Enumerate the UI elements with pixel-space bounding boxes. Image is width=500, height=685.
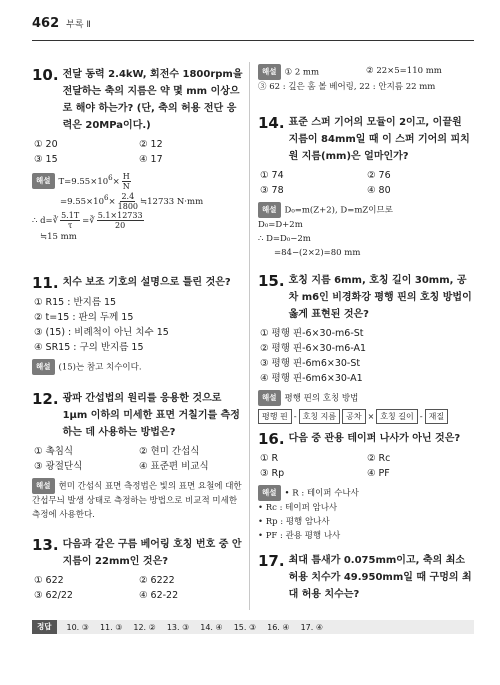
answer-16: 16. ④ bbox=[267, 622, 290, 632]
option-4: ④ PF bbox=[367, 468, 390, 479]
answer-17: 17. ④ bbox=[300, 622, 323, 632]
explanation-tag: 해설 bbox=[258, 202, 281, 218]
answer-13: 13. ③ bbox=[166, 622, 190, 632]
designation-diagram bbox=[258, 409, 474, 424]
option-1: ① R15 : 반지름 15 bbox=[34, 297, 117, 308]
explanation-item-1: ① 2 mm bbox=[284, 67, 320, 78]
question-number: 10. bbox=[32, 66, 59, 84]
question-number: 17. bbox=[258, 552, 285, 570]
explanation-tag: 해설 bbox=[258, 64, 281, 80]
designation-box: 공차 bbox=[342, 409, 365, 424]
explanation bbox=[258, 202, 474, 260]
question-text: 치수 보조 기호의 설명으로 틀린 것은? bbox=[62, 277, 231, 288]
formula-line-4: ≒15 mm bbox=[40, 231, 77, 242]
question-number: 12. bbox=[32, 390, 59, 408]
designation-box: 평행 핀 bbox=[258, 409, 292, 424]
fraction-numerator: 5.1×12733 bbox=[97, 210, 143, 220]
explanation bbox=[32, 359, 244, 375]
fraction-denominator: τ bbox=[67, 220, 73, 230]
explanation bbox=[32, 478, 244, 522]
question-text: 다음 중 관용 테이퍼 나사가 아닌 것은? bbox=[288, 433, 461, 444]
fraction bbox=[118, 192, 138, 211]
option-3: ③ 평행 핀-6m6×30-St bbox=[260, 358, 361, 369]
explanation-tag: 해설 bbox=[258, 390, 281, 406]
explanation-line-3: ∴ D=D₀−2m bbox=[258, 234, 311, 244]
question-text: 표준 스퍼 기어의 모듈이 2이고, 이끝원 지름이 84mm일 때 이 스퍼 기어의 피치원 지름(mm)은 얼마인가? bbox=[288, 117, 470, 162]
fraction-numerator: 5.1T bbox=[61, 210, 80, 220]
formula-exponent: 6 bbox=[104, 192, 109, 202]
formula-text: =9.55×10 bbox=[60, 196, 104, 207]
page-number: 462 bbox=[32, 16, 60, 31]
question-text: 호칭 지름 6mm, 호칭 길이 30mm, 공차 m6인 비경화강 평행 핀의 호칭 방법이 옳게 표현된 것은? bbox=[288, 275, 472, 320]
formula-text: × bbox=[112, 176, 120, 187]
question-number: 16. bbox=[258, 430, 285, 448]
option-2: ② 12 bbox=[139, 139, 163, 150]
designation-separator: - bbox=[419, 412, 423, 421]
question-12 bbox=[32, 390, 244, 522]
answer-14: 14. ④ bbox=[200, 622, 223, 632]
question-number: 15. bbox=[258, 272, 285, 290]
explanation-line-1: • R : 테이퍼 수나사 bbox=[284, 488, 359, 499]
designation-separator: × bbox=[367, 412, 375, 421]
option-2: ② 6222 bbox=[139, 575, 175, 586]
options bbox=[258, 451, 474, 481]
question-number: 13. bbox=[32, 536, 59, 554]
explanation-line-4: • PF : 관용 평행 나사 bbox=[258, 531, 341, 541]
formula-text: ≒12733 N·mm bbox=[140, 196, 204, 207]
explanation-item-2: ② 22×5=110 mm bbox=[366, 66, 442, 76]
formula-text: × bbox=[108, 196, 116, 207]
question-10 bbox=[32, 66, 244, 244]
formula-text: ∴ d=∛ bbox=[32, 215, 59, 226]
explanation-tag: 해설 bbox=[258, 485, 281, 501]
option-3: ③ (15) : 비례척이 아닌 치수 15 bbox=[34, 327, 169, 338]
fraction bbox=[60, 211, 80, 230]
question-number: 14. bbox=[258, 114, 285, 132]
designation-box: 호칭 길이 bbox=[376, 409, 417, 424]
option-1: ① R bbox=[260, 453, 279, 464]
explanation-item-3: ③ 62 : 깊은 홈 볼 베어링, 22 : 안지름 22 mm bbox=[258, 82, 436, 92]
question-17 bbox=[258, 552, 474, 603]
option-2: ② Rc bbox=[367, 453, 391, 464]
answer-key-label: 정답 bbox=[32, 620, 57, 634]
formula-line-2 bbox=[32, 191, 244, 211]
designation-box: 재질 bbox=[425, 409, 448, 424]
explanation-line-2: D₀=D+2m bbox=[258, 220, 303, 230]
explanation-text: (15)는 참고 치수이다. bbox=[58, 362, 142, 373]
explanation bbox=[258, 485, 474, 543]
options bbox=[32, 573, 244, 603]
options bbox=[32, 444, 244, 474]
explanation-line-4: =84−(2×2)=80 mm bbox=[274, 248, 361, 258]
designation-separator: - bbox=[293, 412, 297, 421]
question-11 bbox=[32, 274, 244, 375]
section-label: 부록 Ⅱ bbox=[66, 20, 91, 30]
question-text: 광파 간섭법의 원리를 응용한 것으로 1μm 이하의 미세한 표면 거칠기를 측정하는 데 사용하는 방법은? bbox=[62, 393, 240, 438]
option-3: ③ 62/22 bbox=[34, 590, 73, 601]
explanation-line-2: • Rc : 테이퍼 암나사 bbox=[258, 503, 338, 513]
option-1: ① 74 bbox=[260, 170, 284, 181]
explanation bbox=[258, 64, 474, 94]
explanation bbox=[258, 390, 474, 406]
question-text: 최대 틈새가 0.075mm이고, 축의 최소 허용 치수가 49.950mm일 때 구멍의 최대 허용 치수는? bbox=[288, 555, 472, 600]
designation-box: 호칭 지름 bbox=[299, 409, 340, 424]
option-3: ③ 15 bbox=[34, 154, 58, 165]
question-number: 11. bbox=[32, 274, 59, 292]
fraction-denominator: 1800 bbox=[117, 201, 138, 211]
option-1: ① 평행 핀-6×30-m6-St bbox=[260, 328, 364, 339]
formula-line-1 bbox=[32, 171, 244, 191]
option-4: ④ SR15 : 구의 반지름 15 bbox=[34, 342, 144, 353]
explanation-text: 평행 핀의 호칭 방법 bbox=[284, 393, 359, 404]
options bbox=[32, 137, 244, 167]
explanation bbox=[32, 171, 244, 244]
question-13-explanation bbox=[258, 64, 474, 94]
option-4: ④ 표준편 비교식 bbox=[139, 461, 209, 472]
option-4: ④ 62-22 bbox=[139, 590, 179, 601]
option-3: ③ 78 bbox=[260, 185, 284, 196]
explanation-tag: 해설 bbox=[32, 359, 55, 375]
fraction-denominator: N bbox=[122, 181, 130, 191]
option-2: ② 76 bbox=[367, 170, 391, 181]
question-13 bbox=[32, 536, 244, 603]
formula-line-3 bbox=[32, 211, 244, 230]
option-2: ② t=15 : 판의 두께 15 bbox=[34, 312, 134, 323]
explanation-tag: 해설 bbox=[32, 173, 55, 189]
fraction-denominator: 20 bbox=[115, 220, 126, 230]
option-4: ④ 평행 핀-6m6×30-A1 bbox=[260, 373, 363, 384]
option-4: ④ 17 bbox=[139, 154, 163, 165]
explanation-line-1: D₀=m(Z+2), D=mZ이므로 bbox=[284, 205, 393, 216]
explanation-tag: 해설 bbox=[32, 478, 55, 494]
options bbox=[258, 326, 474, 386]
options bbox=[32, 295, 244, 355]
fraction-numerator: H bbox=[122, 171, 130, 181]
fraction bbox=[97, 211, 144, 230]
option-1: ① 촉침식 bbox=[34, 446, 74, 457]
option-1: ① 20 bbox=[34, 139, 58, 150]
fraction bbox=[122, 172, 131, 191]
formula-text: =∛ bbox=[82, 215, 95, 226]
answer-10: 10. ③ bbox=[66, 622, 89, 632]
options bbox=[258, 168, 474, 198]
page-header bbox=[32, 16, 91, 31]
option-2: ② 평행 핀-6×30-m6-A1 bbox=[260, 343, 367, 354]
header-rule bbox=[32, 40, 474, 41]
formula-text: T=9.55×10 bbox=[58, 176, 109, 187]
formula-exponent: 6 bbox=[108, 173, 113, 182]
question-text: 전달 동력 2.4kW, 회전수 1800rpm을 전달하는 축의 지름은 약 몇 mm 이상으로 해야 하는가? (단, 축의 허용 전단 응력은 20MPa이다.) bbox=[62, 69, 243, 131]
option-2: ② 현미 간섭식 bbox=[139, 446, 200, 457]
question-14 bbox=[258, 114, 474, 260]
option-3: ③ Rp bbox=[260, 468, 285, 479]
explanation-text: 현미 간섭식 표면 측정법은 빛의 표면 요철에 대한 간섭무늬 발생 상태로 측정하는 방법으로 비교적 미세한 측정에 사용한다. bbox=[32, 481, 242, 520]
question-16 bbox=[258, 430, 474, 543]
option-1: ① 622 bbox=[34, 575, 64, 586]
explanation-line-3: • Rp : 평행 암나사 bbox=[258, 517, 330, 527]
answer-15: 15. ③ bbox=[233, 622, 257, 632]
fraction-numerator: 2.4 bbox=[121, 191, 135, 201]
answer-11: 11. ③ bbox=[99, 622, 123, 632]
option-3: ③ 광절단식 bbox=[34, 461, 83, 472]
question-15 bbox=[258, 272, 474, 424]
option-4: ④ 80 bbox=[367, 185, 391, 196]
question-text: 다음과 같은 구름 베어링 호칭 번호 중 안지름이 22mm인 것은? bbox=[62, 539, 242, 567]
answer-12: 12. ② bbox=[133, 622, 156, 632]
answer-key-bar bbox=[32, 620, 474, 634]
column-divider bbox=[249, 62, 250, 610]
